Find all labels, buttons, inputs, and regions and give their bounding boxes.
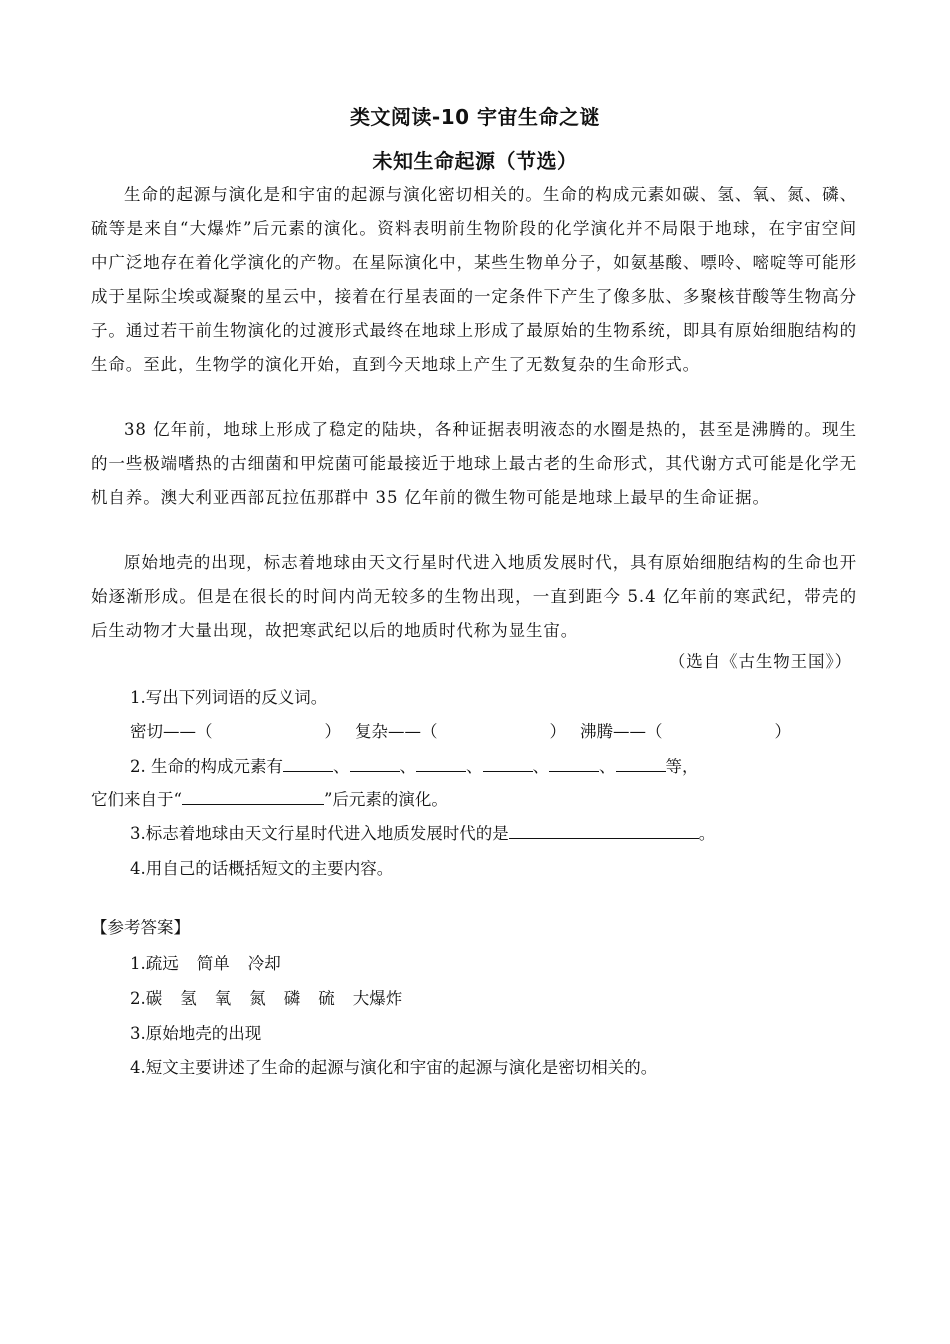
question-4: 4.用自己的话概括短文的主要内容。 — [130, 859, 394, 878]
question-1: 1.写出下列词语的反义词。 — [130, 688, 328, 707]
answer-2-word: 氧 — [214, 989, 232, 1008]
answer-blank[interactable] — [182, 786, 324, 805]
answer-4: 4.短文主要讲述了生命的起源与演化和宇宙的起源与演化是密切相关的。 — [130, 1058, 658, 1077]
question-2-line-1 — [130, 753, 699, 781]
answer-blank[interactable] — [416, 753, 466, 772]
antonym-item-1-open: 密切——（ — [130, 722, 213, 741]
answer-1 — [130, 950, 299, 978]
answer-1-word: 疏远 — [145, 954, 179, 973]
question-2-line2-suffix: ”后元素的演化。 — [323, 790, 448, 809]
answer-2-word: 氮 — [249, 989, 266, 1008]
separator: 、 — [532, 757, 549, 776]
question-2-line-2 — [91, 786, 448, 814]
question-3 — [130, 820, 715, 848]
answer-1-number: 1. — [130, 954, 146, 973]
answer-1-word: 简单 — [196, 954, 230, 973]
article-paragraph-3: 原始地壳的出现，标志着地球由天文行星时代进入地质发展时代，具有原始细胞结构的生命也开始逐渐形成。但是在很长的时间内尚无较多的生物出现，一直到距今 5.4 亿年前的寒武纪，带壳的后生动物才大量出现，故把寒武纪以后的地质时代称为显生宙。 — [91, 553, 857, 640]
separator: 、 — [333, 757, 350, 776]
antonym-item-3-close: ） — [774, 722, 791, 741]
article-paragraph-1: 生命的起源与演化是和宇宙的起源与演化密切相关的。生命的构成元素如碳、氢、氧、氮、磷、硫等是来自“大爆炸”后元素的演化。资料表明前生物阶段的化学演化并不局限于地球，在宇宙空间中广泛地存在着化学演化的产物。在星际演化中，某些生物单分子，如氨基酸、嘌呤、嘧啶等可能形成于星际尘埃或凝聚的星云中，接着在行星表面的一定条件下产生了像多肽、多聚核苷酸等生物高分子。通过若干前生物演化的过渡形式最终在地球上形成了最原始的生物系统，即具有原始细胞结构的生命。至此，生物学的演化开始，直到今天地球上产生了无数复杂的生命形式。 — [91, 185, 857, 374]
question-2-suffix: 等， — [665, 757, 699, 776]
question-2-line2-prefix: 它们来自于“ — [91, 790, 182, 809]
answer-3: 3.原始地壳的出现 — [130, 1024, 262, 1043]
answer-blank[interactable] — [483, 753, 533, 772]
answer-1-word: 冷却 — [247, 954, 281, 973]
question-3-prefix: 3.标志着地球由天文行星时代进入地质发展时代的是 — [130, 824, 509, 843]
article-title: 未知生命起源（节选） — [372, 149, 578, 173]
question-1-items — [130, 718, 791, 746]
question-2-prefix: 2. 生命的构成元素有 — [130, 757, 283, 776]
article-paragraph-2: 38 亿年前，地球上形成了稳定的陆块，各种证据表明液态的水圈是热的，甚至是沸腾的。现生的一些极端嗜热的古细菌和甲烷菌可能最接近于地球上最古老的生命形式，其代谢方式可能是化学无机自养。澳大利亚西部瓦拉伍那群中 35 亿年前的微生物可能是地球上最早的生命证据。 — [91, 420, 857, 507]
answer-blank[interactable] — [616, 753, 666, 772]
antonym-item-2-open: 复杂——（ — [355, 722, 438, 741]
answer-2 — [130, 985, 420, 1013]
answer-2-number: 2. — [130, 989, 146, 1008]
antonym-item-1-close: ） — [324, 722, 341, 741]
answer-2-word: 氢 — [180, 989, 197, 1008]
question-3-suffix: 。 — [698, 824, 716, 843]
answer-2-word: 大爆炸 — [352, 989, 403, 1008]
answer-2-word: 硫 — [318, 989, 335, 1008]
antonym-item-2-close: ） — [549, 722, 566, 741]
separator: 、 — [399, 757, 416, 776]
document-title: 类文阅读-10 宇宙生命之谜 — [349, 105, 601, 129]
answer-blank[interactable] — [350, 753, 400, 772]
separator: 、 — [599, 757, 616, 776]
answer-blank[interactable] — [549, 753, 599, 772]
answer-blank[interactable] — [509, 820, 699, 839]
antonym-item-3-open: 沸腾——（ — [580, 722, 663, 741]
article-source: （选自《古生物王国》） — [668, 652, 852, 671]
answer-blank[interactable] — [283, 753, 333, 772]
answer-2-word: 碳 — [145, 989, 163, 1008]
answer-2-word: 磷 — [283, 989, 301, 1008]
answers-heading: 【参考答案】 — [91, 918, 190, 937]
separator: 、 — [466, 757, 483, 776]
